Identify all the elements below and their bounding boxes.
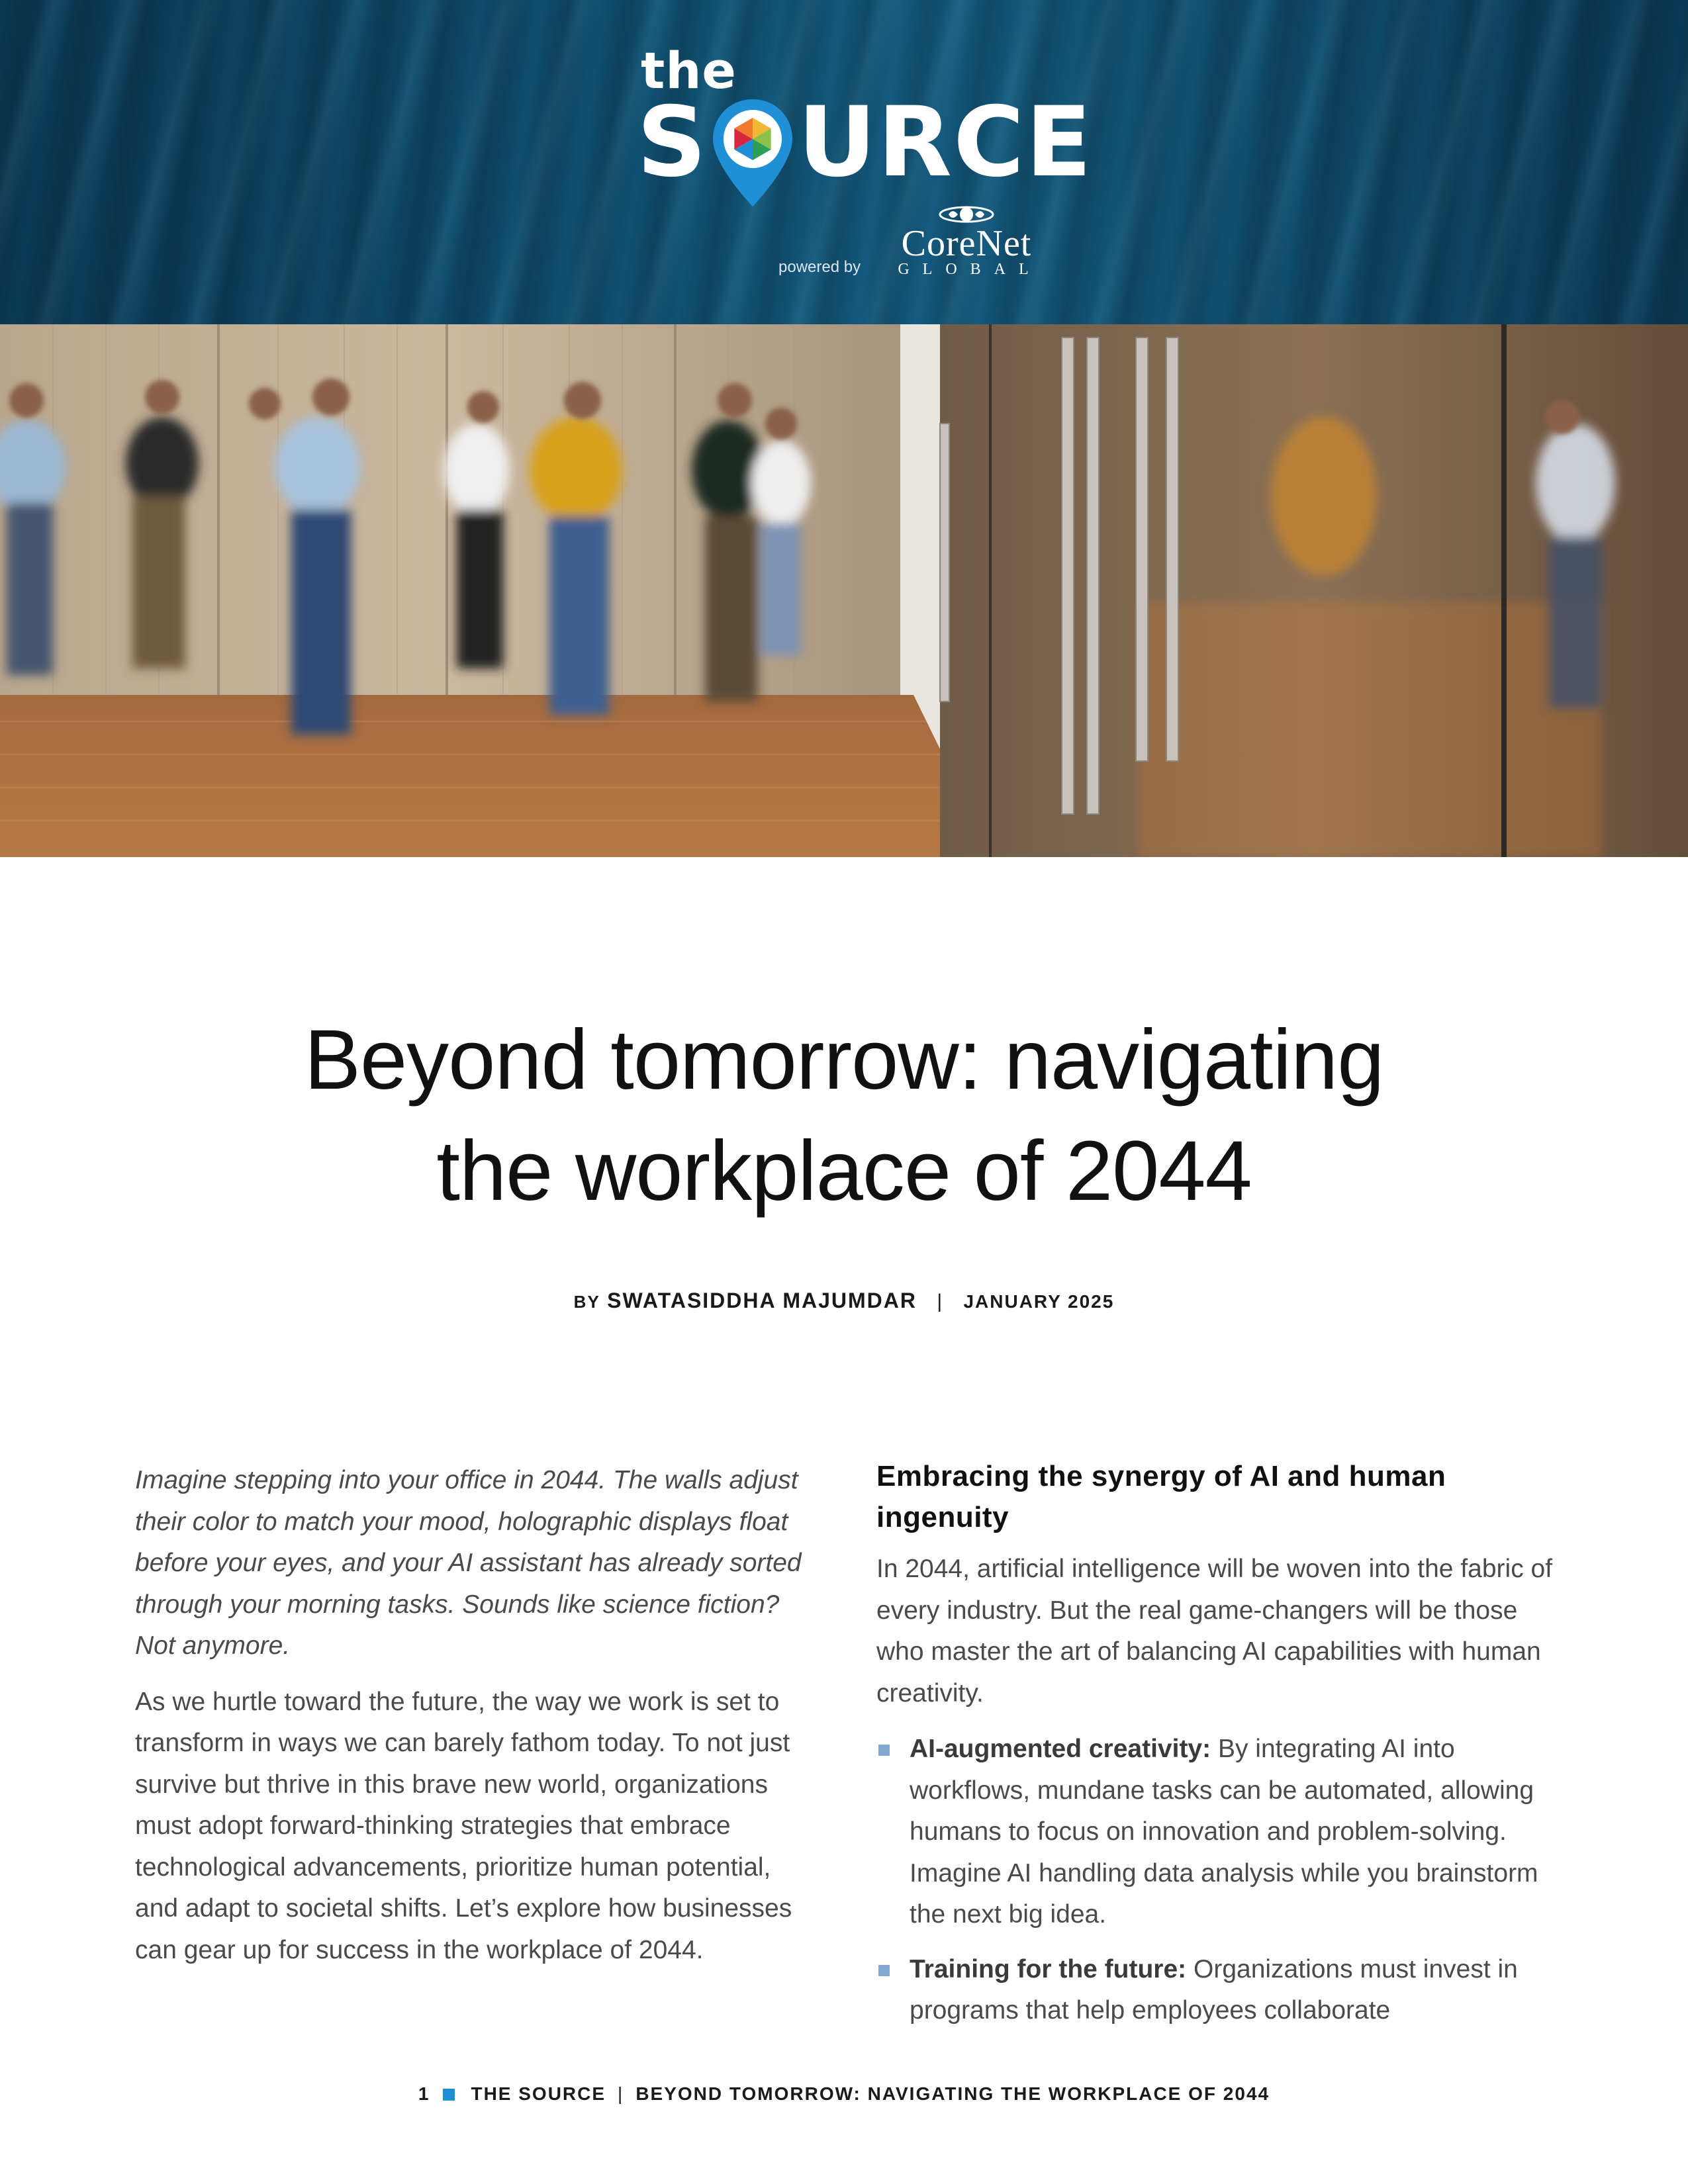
hero-photo [0, 324, 1688, 857]
body-paragraph: As we hurtle toward the future, the way we work is set to transform in ways we can barely fathom today. To not just survive but thrive in this brave new world, organizations must adopt forward-thinking strategies that embrace technological advancements, prioritize human potential, and adapt to societal shifts. Let’s explore how businesses can gear up for success in the workplace of 2044. [135, 1687, 792, 1964]
logo-source-letters: URCE [798, 86, 1094, 199]
logo-the-text: the [641, 41, 737, 100]
corenet-global-text: GLOBAL [898, 261, 1042, 278]
masthead-banner [0, 0, 1688, 324]
square-bullet-icon [878, 1745, 890, 1756]
byline-separator: | [937, 1291, 944, 1312]
bullet-text: Organizations must invest in programs that help employees collaborate [910, 1954, 1518, 2025]
article-title-line-1: Beyond tomorrow: navigating [304, 1013, 1384, 1107]
hero-photo-illustration [0, 324, 1688, 857]
logo-source-letter-s: S [637, 86, 708, 199]
article-title-line-2: the workplace of 2044 [436, 1124, 1252, 1218]
section-heading: Embracing the synergy of AI and human ingenuity [876, 1460, 1446, 1533]
footer-publication: THE SOURCE [471, 2083, 606, 2104]
location-pin-icon [710, 97, 795, 209]
bullet-lead: AI-augmented creativity: [910, 1735, 1211, 1763]
corenet-global-logo [887, 205, 1046, 278]
footer-separator: | [618, 2083, 624, 2104]
byline [0, 1289, 1688, 1313]
square-marker-icon [443, 2089, 455, 2101]
byline-prefix: BY [573, 1292, 600, 1312]
footer-running-title: BEYOND TOMORROW: NAVIGATING THE WORKPLACE OF 2044 [635, 2083, 1270, 2104]
bullet-list [876, 1729, 1558, 2032]
powered-by-label: powered by [778, 258, 861, 276]
author-name: SWATASIDDHA MAJUMDAR [607, 1289, 917, 1312]
corenet-name: CoreNet [901, 223, 1032, 264]
page-number: 1 [418, 2083, 430, 2104]
intro-paragraph: Imagine stepping into your office in 2044. The walls adjust their color to match your mood, holographic displays float before your eyes, and your AI assistant has already sorted through your morning tasks. Sounds like science fiction? Not anymore. [135, 1466, 802, 1660]
left-column [135, 1460, 817, 1985]
publish-date: JANUARY 2025 [963, 1291, 1115, 1312]
bullet-lead: Training for the future: [910, 1954, 1187, 1983]
bullet-text: By integrating AI into workflows, mundane tasks can be automated, allowing humans to focus on innovation and problem-solving. Imagine AI handling data analysis while you brainstorm the next big idea. [910, 1735, 1538, 1929]
list-item [876, 1729, 1558, 1936]
list-item [876, 1949, 1558, 2032]
right-column [876, 1456, 1558, 2045]
page-footer [0, 2083, 1688, 2105]
corenet-emblem-icon [937, 205, 996, 224]
section-paragraph: In 2044, artificial intelligence will be woven into the fabric of every industry. But the real game-changers will be those who master the art of balancing AI capabilities with human creativity. [876, 1555, 1553, 1707]
article-title [182, 1005, 1506, 1227]
logo-source-wordmark [637, 86, 1094, 199]
square-bullet-icon [878, 1965, 890, 1976]
